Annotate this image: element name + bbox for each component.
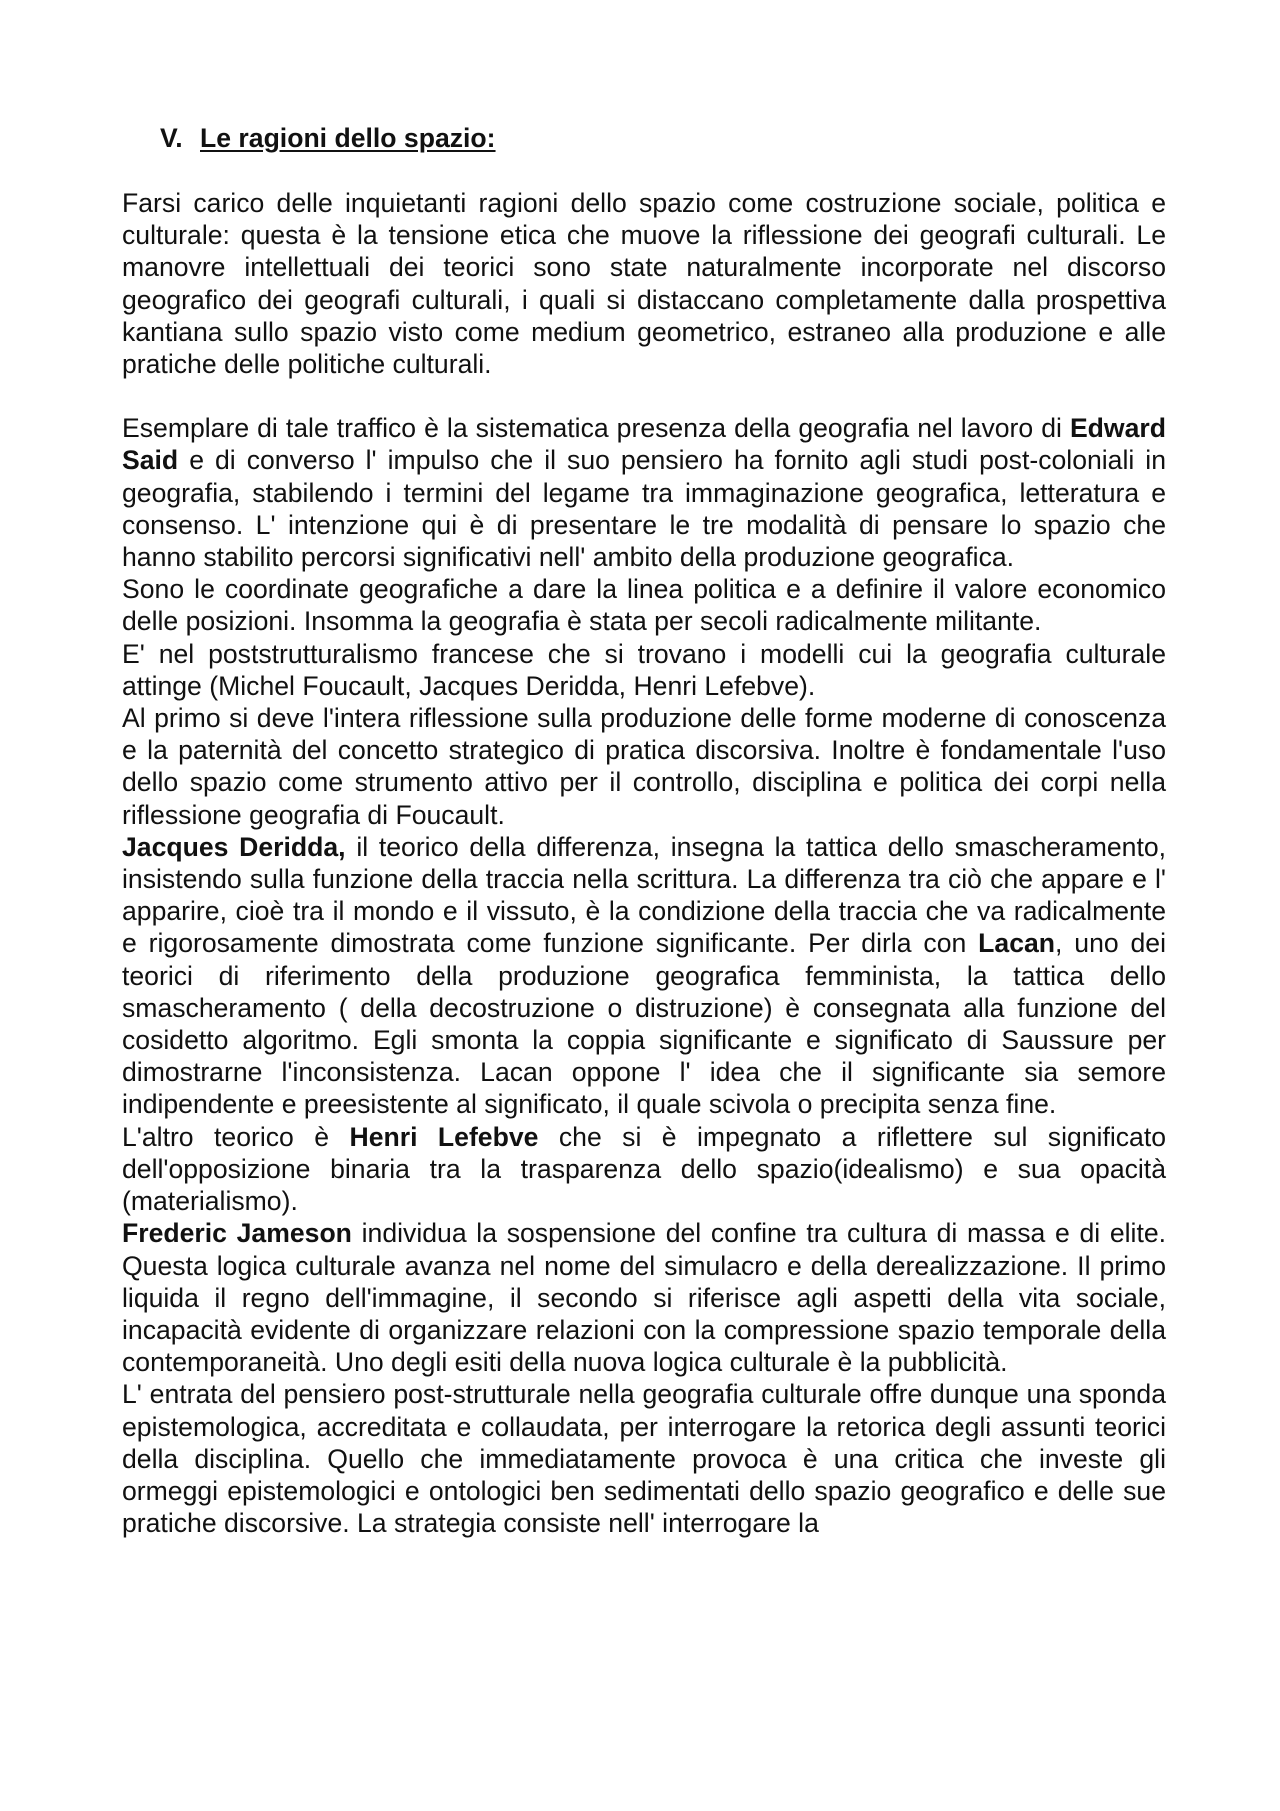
paragraph-edward-said — [122, 412, 1166, 573]
section-number: V. — [160, 123, 183, 153]
paragraph-deridda — [122, 831, 1166, 1121]
paragraph-coordinate: Sono le coordinate geografiche a dare la linea politica e a definire il valore economico delle posizioni. Insomma la geografia è stata per secoli radicalmente militante. — [122, 574, 1166, 637]
paragraph-text: il teorico della differenza, insegna la tattica dello smascheramento, insistendo sulla funzione della traccia nella scrittura. La differenza tra ciò che appare e l' apparire, cioè tra il mondo e il vissuto, è la condizione della traccia che va radicalmente e rigorosamente dimostrata come funzione significante. Per dirla con — [122, 831, 1167, 959]
section-heading — [160, 122, 496, 154]
name-jacques-deridda: Jacques Deridda, — [122, 831, 346, 862]
paragraph-jameson — [122, 1217, 1166, 1378]
name-frederic-jameson: Frederic Jameson — [122, 1218, 352, 1249]
paragraph-text: individua la sospensione del confine tra cultura di massa e di elite. Questa logica culturale avanza nel nome del simulacro e della derealizzazione. Il primo liquida il regno dell'immagine, il secondo si riferisce agli aspetti della vita sociale, incapacità evidente di organizzare relazioni con la compressione spazio temporale della contemporaneità. Uno degli esiti della nuova logica culturale è la pubblicità. — [122, 1218, 1167, 1378]
paragraph-text: , uno dei teorici di riferimento della produzione geografica femminista, la tattica dello smascheramento ( della decostruzione o distruzione) è consegnata alla funzione del cosidetto algoritmo. Egli smonta la coppia significante e significato di Saussure per dimostrarne l'inconsistenza. Lacan oppone l' idea che il significante sia semore indipendente e preesistente al significato, il quale scivola o precipita senza fine. — [122, 928, 1166, 1120]
paragraph-text: Esemplare di tale traffico è la sistematica presenza della geografia nel lavoro di — [122, 413, 1062, 444]
paragraph-post-strutturale: L' entrata del pensiero post-strutturale nella geografia culturale offre dunque una sponda epistemologica, accreditata e collaudata, per interrogare la retorica degli assunti teorici della disciplina. Quello che immediatamente provoca è una critica che investe gli ormeggi epistemologici e ontologici ben sedimentati dello spazio geografico e delle sue pratiche discorsive. La strategia consiste nell' interrogare la — [122, 1379, 1166, 1539]
paragraph-intro: Farsi carico delle inquietanti ragioni dello spazio come costruzione sociale, politica e culturale: questa è la tensione etica che muove la riflessione dei geografi culturali. Le manovre intellettuali dei teorici sono state naturalmente incorporate nel discorso geografico dei geografi culturali, i quali si distaccano completamente dalla prospettiva kantiana sullo spazio visto come medium geometrico, estraneo alla produzione e alle pratiche delle politiche culturali. — [122, 188, 1166, 380]
name-edward-said: Edward Said — [122, 413, 1166, 476]
paragraph-text: che si è impegnato a riflettere sul significato dell'opposizione binaria tra la trasparenza dello spazio(idealismo) e sua opacità (materialismo). — [122, 1121, 1167, 1217]
document-body — [122, 187, 1166, 1539]
paragraph-text: e di converso l' impulso che il suo pensiero ha fornito agli studi post-coloniali in geografia, stabilendo i termini del legame tra immaginazione geografica, letteratura e consenso. L' intenzione qui è di presentare le tre modalità di pensare lo spazio che hanno stabilito percorsi significativi nell' ambito della produzione geografica. — [122, 445, 1166, 573]
name-lacan: Lacan — [978, 928, 1056, 959]
section-title: Le ragioni dello spazio: — [200, 123, 496, 153]
name-henri-lefebve: Henri Lefebve — [349, 1121, 539, 1152]
paragraph-foucault: Al primo si deve l'intera riflessione sulla produzione delle forme moderne di conoscenza e la paternità del concetto strategico di pratica discorsiva. Inoltre è fondamentale l'uso dello spazio come strumento attivo per il controllo, disciplina e politica dei corpi nella riflessione geografia di Foucault. — [122, 703, 1166, 830]
paragraph-lefebve — [122, 1121, 1166, 1218]
paragraph-text: L'altro teorico è — [122, 1121, 330, 1152]
paragraph-poststrutturalismo: E' nel poststrutturalismo francese che si trovano i modelli cui la geografia culturale attinge (Michel Foucault, Jacques Deridda, Henri Lefebve). — [122, 638, 1166, 701]
